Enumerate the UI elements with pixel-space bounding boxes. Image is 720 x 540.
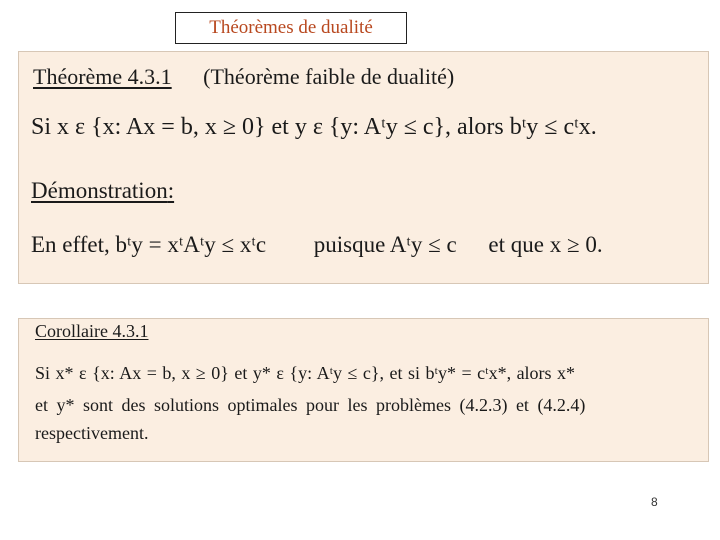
corollary-line-3: respectivement.	[35, 423, 149, 443]
proof-part-3: et que x ≥ 0.	[488, 232, 603, 257]
theorem-panel	[18, 51, 709, 284]
corollary-panel	[18, 318, 709, 462]
corollary-line-2: et y* sont des solutions optimales pour les problèmes (4.2.3) et (4.2.4)	[35, 395, 586, 415]
theorem-subtitle: (Théorème faible de dualité)	[203, 64, 455, 89]
proof-colon: :	[167, 178, 175, 203]
proof-part-1: En effet, bᵗy = xᵗAᵗy ≤ xᵗc	[31, 232, 267, 257]
theorem-heading: Théorème 4.3.1	[33, 64, 172, 89]
proof-label: Démonstration	[31, 178, 168, 203]
theorem-heading-line	[33, 64, 454, 90]
proof-label-line	[31, 178, 174, 204]
proof-text	[31, 232, 603, 258]
corollary-heading: Corollaire 4.3.1	[35, 321, 149, 341]
page-number: 8	[651, 495, 658, 509]
theorem-statement: Si x ε {x: Ax = b, x ≥ 0} et y ε {y: Aᵗy ≤ c}, alors bᵗy ≤ cᵗx.	[31, 114, 597, 140]
proof-part-2: puisque Aᵗy ≤ c	[313, 232, 457, 257]
slide-title: Théorèmes de dualité	[175, 12, 407, 44]
corollary-line-1: Si x* ε {x: Ax = b, x ≥ 0} et y* ε {y: Aᵗy ≤ c}, et si bᵗy* = cᵗx*, alors x*	[35, 363, 576, 383]
